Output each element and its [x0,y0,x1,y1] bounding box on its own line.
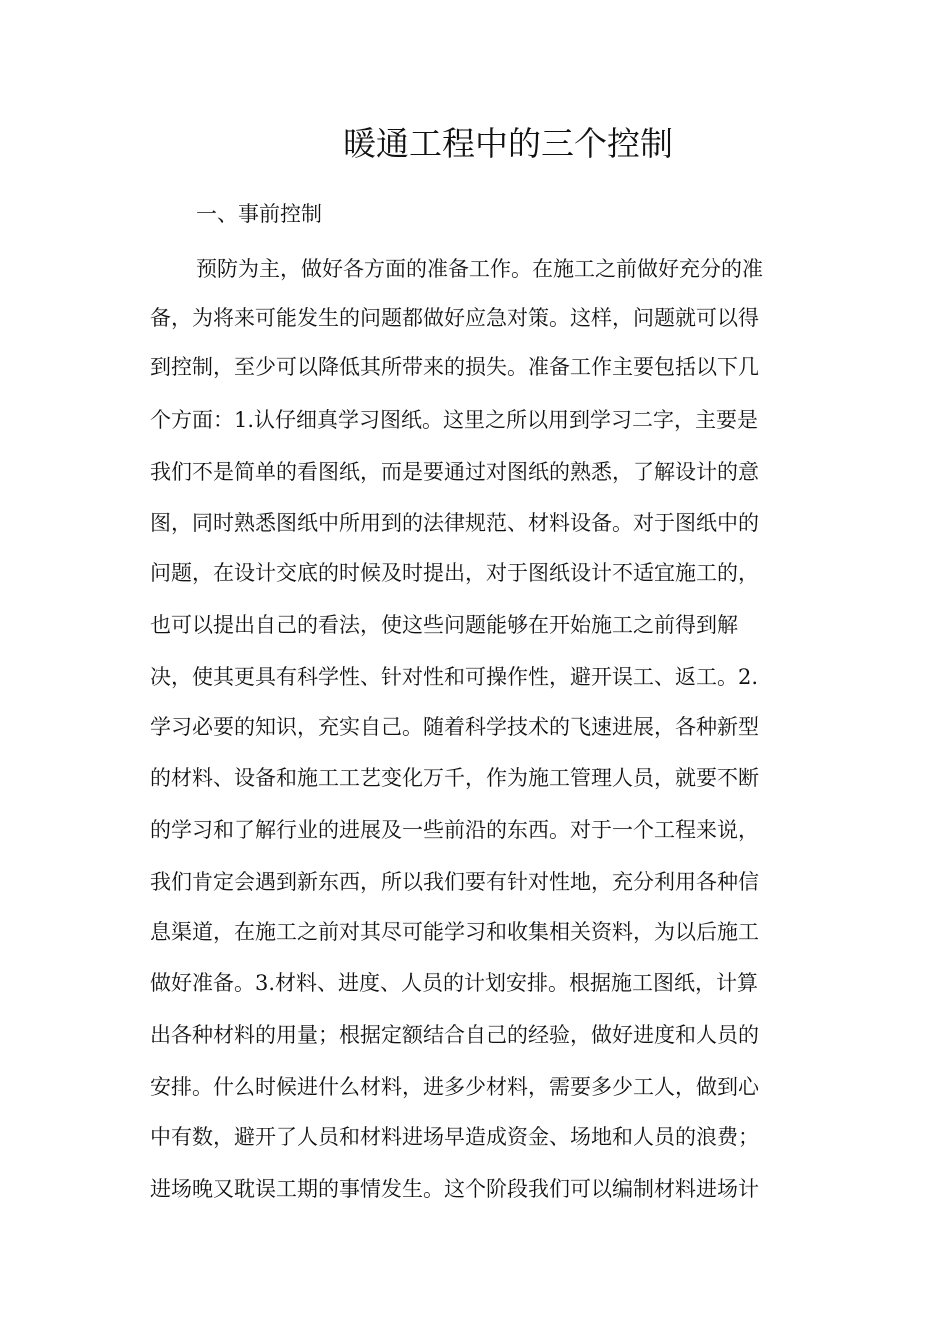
body-line: 到控制，至少可以降低其所带来的损失。准备工作主要包括以下几 [150,355,759,379]
body-line: 图，同时熟悉图纸中所用到的法律规范、材料设备。对于图纸中的 [150,511,759,535]
body-line: 做好准备。3.材料、进度、人员的计划安排。根据施工图纸，计算 [150,971,759,995]
body-line: 我们肯定会遇到新东西，所以我们要有针对性地，充分利用各种信 [150,870,759,894]
body-line: 备，为将来可能发生的问题都做好应急对策。这样，问题就可以得 [150,306,759,330]
body-line: 预防为主，做好各方面的准备工作。在施工之前做好充分的准 [196,257,763,281]
body-line: 息渠道，在施工之前对其尽可能学习和收集相关资料，为以后施工 [150,920,759,944]
body-line: 我们不是简单的看图纸，而是要通过对图纸的熟悉，了解设计的意 [150,460,759,484]
body-line: 中有数，避开了人员和材料进场早造成资金、场地和人员的浪费； [150,1125,759,1149]
body-line: 问题，在设计交底的时候及时提出，对于图纸设计不适宜施工的， [150,561,759,585]
body-line: 个方面：1.认仔细真学习图纸。这里之所以用到学习二字，主要是 [150,408,759,432]
body-line: 进场晚又耽误工期的事情发生。这个阶段我们可以编制材料进场计 [150,1177,759,1201]
body-line: 决，使其更具有科学性、针对性和可操作性，避开误工、返工。2. [150,665,759,689]
page-title: 暖通工程中的三个控制 [343,124,673,163]
body-line: 出各种材料的用量；根据定额结合自己的经验，做好进度和人员的 [150,1023,759,1047]
body-line: 的材料、设备和施工工艺变化万千，作为施工管理人员，就要不断 [150,766,759,790]
body-line: 安排。什么时候进什么材料，进多少材料，需要多少工人，做到心 [150,1075,759,1099]
body-line: 的学习和了解行业的进展及一些前沿的东西。对于一个工程来说， [150,818,759,842]
body-line: 也可以提出自己的看法，使这些问题能够在开始施工之前得到解 [150,613,738,637]
section-heading: 一、事前控制 [196,202,322,226]
body-line: 学习必要的知识，充实自己。随着科学技术的飞速进展，各种新型 [150,715,759,739]
